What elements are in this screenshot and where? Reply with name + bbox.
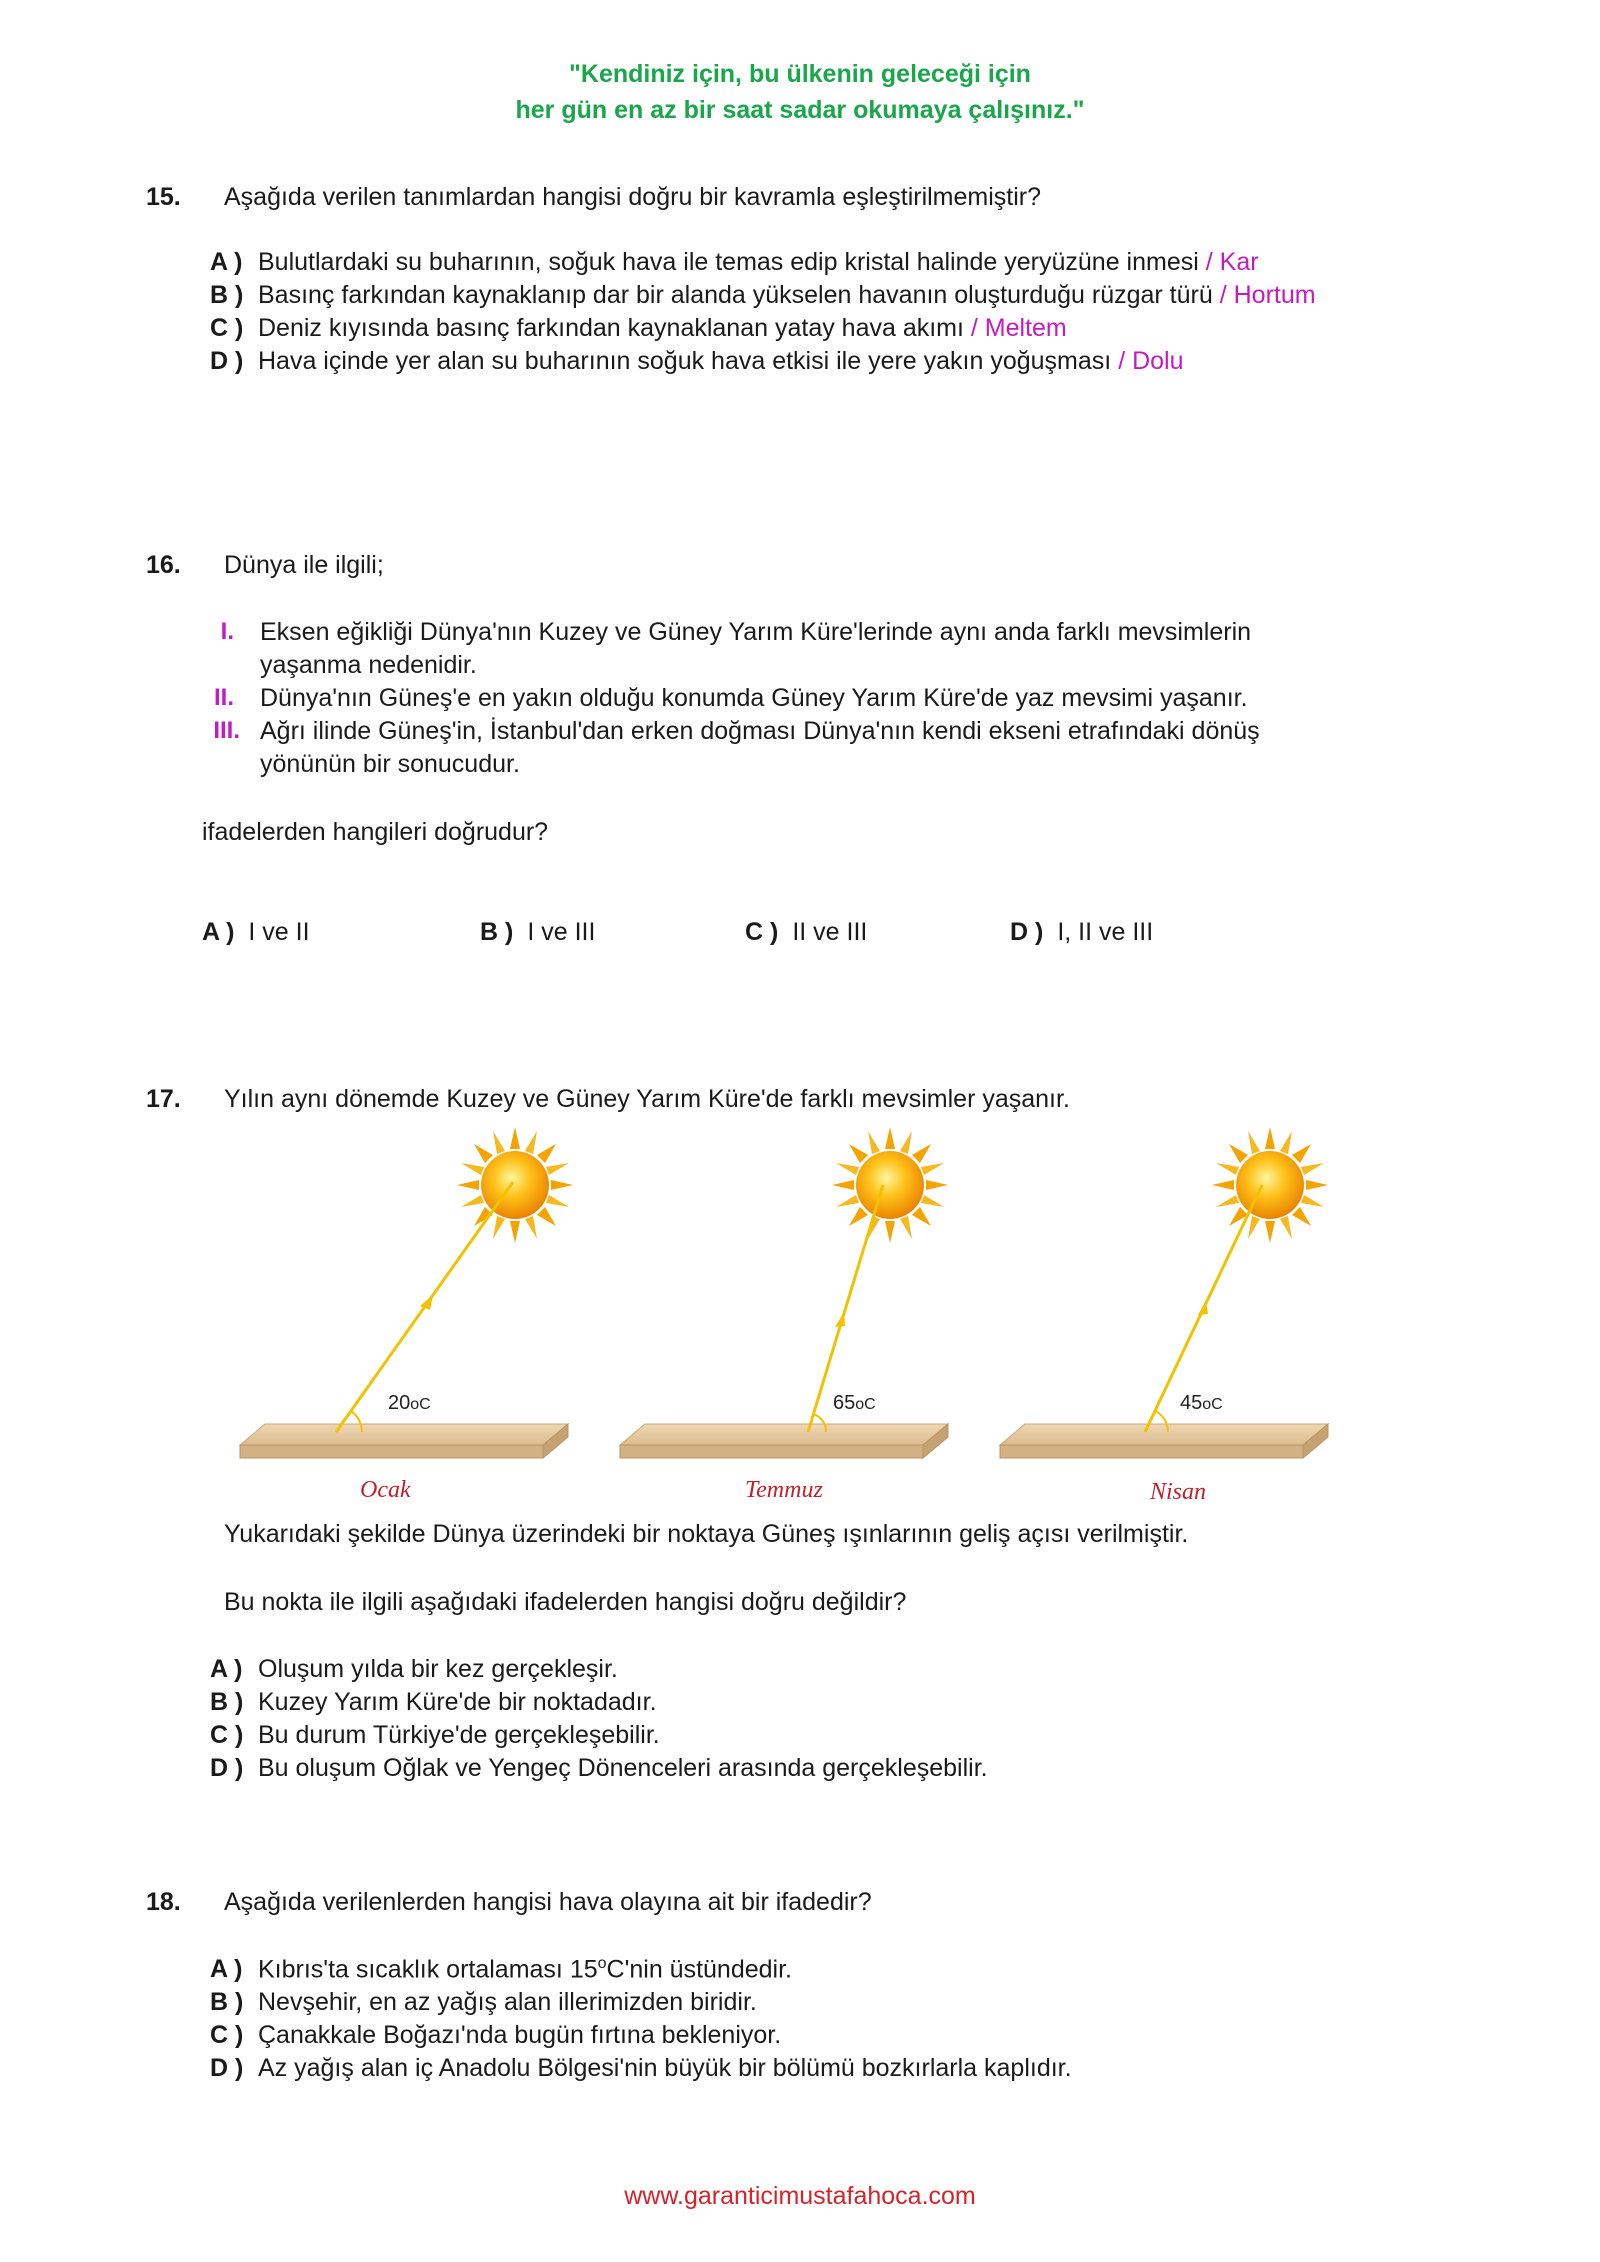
angle-label-nisan bbox=[1180, 1392, 1223, 1415]
question-number: 17. bbox=[146, 1085, 181, 1113]
option-text: Bu durum Türkiye'de gerçekleşebilir. bbox=[258, 1721, 660, 1749]
option-label: B ) bbox=[480, 918, 514, 946]
question-number: 18. bbox=[146, 1888, 181, 1916]
sun-icon bbox=[1212, 1127, 1328, 1243]
board bbox=[1000, 1424, 1328, 1458]
sun-icon bbox=[832, 1127, 948, 1243]
option-label: D ) bbox=[210, 347, 244, 375]
option-answer: / Hortum bbox=[1219, 281, 1316, 309]
angle-value: 65 bbox=[833, 1392, 856, 1414]
option-answer: / Kar bbox=[1205, 248, 1259, 276]
option-text: Oluşum yılda bir kez gerçekleşir. bbox=[258, 1655, 618, 1683]
option-label: C ) bbox=[210, 314, 244, 342]
statement-line: yönünün bir sonucudur. bbox=[260, 750, 520, 778]
figure-description: Yukarıdaki şekilde Dünya üzerindeki bir noktaya Güneş ışınlarının geliş açısı verilmiştir. bbox=[224, 1520, 1189, 1548]
option-text: Bulutlardaki su buharının, soğuk hava ile temas edip kristal halinde yeryüzüne inmesi bbox=[258, 248, 1206, 276]
figure-nisan bbox=[1000, 1127, 1328, 1458]
option-a[interactable] bbox=[210, 1955, 792, 1984]
option-label: A ) bbox=[210, 1655, 243, 1683]
footer-website-link[interactable]: www.garanticimustafahoca.com bbox=[624, 2182, 976, 2210]
option-text: Kıbrıs'ta sıcaklık ortalaması 15 bbox=[258, 1955, 598, 1984]
statement-line: Dünya'nın Güneş'e en yakın olduğu konumda Güney Yarım Küre'de yaz mevsimi yaşanır. bbox=[260, 684, 1248, 712]
option-answer: / Meltem bbox=[970, 314, 1067, 342]
statement-numeral-1: I. bbox=[220, 618, 234, 645]
option-label: D ) bbox=[210, 1754, 244, 1782]
angle-value: 20 bbox=[388, 1392, 411, 1414]
statement-line: yaşanma nedenidir. bbox=[260, 651, 477, 679]
option-text: Hava içinde yer alan su buharının soğuk hava etkisi ile yere yakın yoğuşması bbox=[258, 347, 1119, 375]
degree-superscript: o bbox=[597, 1955, 607, 1972]
option-label: B ) bbox=[210, 1988, 244, 2016]
option-text-end: C'nin üstündedir. bbox=[606, 1955, 792, 1984]
option-d[interactable] bbox=[210, 2054, 1072, 2083]
statement-numeral-2: II. bbox=[213, 684, 234, 711]
question-prompt: Bu nokta ile ilgili aşağıdaki ifadelerden hangisi doğru değildir? bbox=[224, 1588, 907, 1616]
option-label: A ) bbox=[210, 1955, 243, 1984]
question-text: Aşağıda verilenlerden hangisi hava olayına ait bir ifadedir? bbox=[224, 1888, 872, 1916]
option-d[interactable] bbox=[210, 1754, 988, 1783]
angle-label-temmuz bbox=[833, 1392, 876, 1415]
option-text: Deniz kıyısında basınç farkından kaynaklanan yatay hava akımı bbox=[258, 314, 971, 342]
caption-temmuz: Temmuz bbox=[745, 1477, 823, 1503]
question-text: Dünya ile ilgili; bbox=[224, 551, 384, 579]
board bbox=[620, 1424, 948, 1458]
option-text: Çanakkale Boğazı'nda bugün fırtına bekleniyor. bbox=[258, 2021, 782, 2049]
angle-unit: oC bbox=[410, 1396, 431, 1413]
option-label: D ) bbox=[210, 2054, 244, 2082]
option-label: B ) bbox=[210, 1688, 244, 1716]
option-text: II ve III bbox=[792, 918, 868, 946]
option-label: C ) bbox=[210, 2021, 244, 2049]
motto-line-1: "Kendiniz için, bu ülkenin geleceği için bbox=[569, 60, 1031, 88]
angle-unit: oC bbox=[855, 1396, 876, 1413]
option-b[interactable] bbox=[210, 1688, 657, 1717]
option-c[interactable] bbox=[210, 1721, 660, 1750]
option-text: Az yağış alan iç Anadolu Bölgesi'nin büyük bir bölümü bozkırlarla kaplıdır. bbox=[258, 2054, 1072, 2082]
ray-arrow bbox=[420, 1295, 433, 1310]
option-label: C ) bbox=[210, 1721, 244, 1749]
option-a[interactable] bbox=[210, 1655, 618, 1684]
question-text: Aşağıda verilen tanımlardan hangisi doğru bir kavramla eşleştirilmemiştir? bbox=[224, 183, 1042, 211]
option-label: D ) bbox=[1010, 918, 1044, 946]
board bbox=[240, 1424, 568, 1458]
sun-icon bbox=[457, 1127, 573, 1243]
option-answer: / Dolu bbox=[1118, 347, 1184, 375]
option-label: A ) bbox=[210, 248, 243, 276]
angle-value: 45 bbox=[1180, 1392, 1203, 1414]
question-number: 15. bbox=[146, 183, 181, 211]
motto-line-2: her gün en az bir saat sadar okumaya çalışınız." bbox=[515, 96, 1085, 124]
option-text: Basınç farkından kaynaklanıp dar bir alanda yükselen havanın oluşturduğu rüzgar türü bbox=[258, 281, 1220, 309]
option-text: Nevşehir, en az yağış alan illerimizden biridir. bbox=[258, 1988, 757, 2016]
option-b[interactable] bbox=[210, 1988, 757, 2017]
option-text: I ve II bbox=[248, 918, 310, 946]
option-text: I, II ve III bbox=[1057, 918, 1154, 946]
option-c[interactable] bbox=[210, 2021, 781, 2050]
caption-nisan: Nisan bbox=[1150, 1479, 1207, 1505]
statement-numeral-3: III. bbox=[213, 717, 240, 744]
option-label: C ) bbox=[745, 918, 779, 946]
option-label: A ) bbox=[202, 918, 235, 946]
angle-unit: oC bbox=[1202, 1396, 1223, 1413]
ray-arrow bbox=[835, 1312, 845, 1327]
statement-line: Ağrı ilinde Güneş'in, İstanbul'dan erken doğması Dünya'nın kendi ekseni etrafındaki dönüş bbox=[260, 717, 1260, 745]
figure-temmuz bbox=[620, 1127, 948, 1458]
option-text: Bu oluşum Oğlak ve Yengeç Dönenceleri arasında gerçekleşebilir. bbox=[258, 1754, 988, 1782]
option-label: B ) bbox=[210, 281, 244, 309]
question-number: 16. bbox=[146, 551, 181, 579]
question-text: Yılın aynı dönemde Kuzey ve Güney Yarım Küre'de farklı mevsimler yaşanır. bbox=[224, 1085, 1070, 1113]
caption-ocak: Ocak bbox=[360, 1477, 411, 1503]
statement-line: Eksen eğikliği Dünya'nın Kuzey ve Güney Yarım Küre'lerinde aynı anda farklı mevsimlerin bbox=[260, 618, 1252, 646]
angle-label-ocak bbox=[388, 1392, 431, 1415]
option-text: Kuzey Yarım Küre'de bir noktadadır. bbox=[258, 1688, 657, 1716]
question-prompt: ifadelerden hangileri doğrudur? bbox=[202, 818, 549, 846]
option-text: I ve III bbox=[527, 918, 596, 946]
